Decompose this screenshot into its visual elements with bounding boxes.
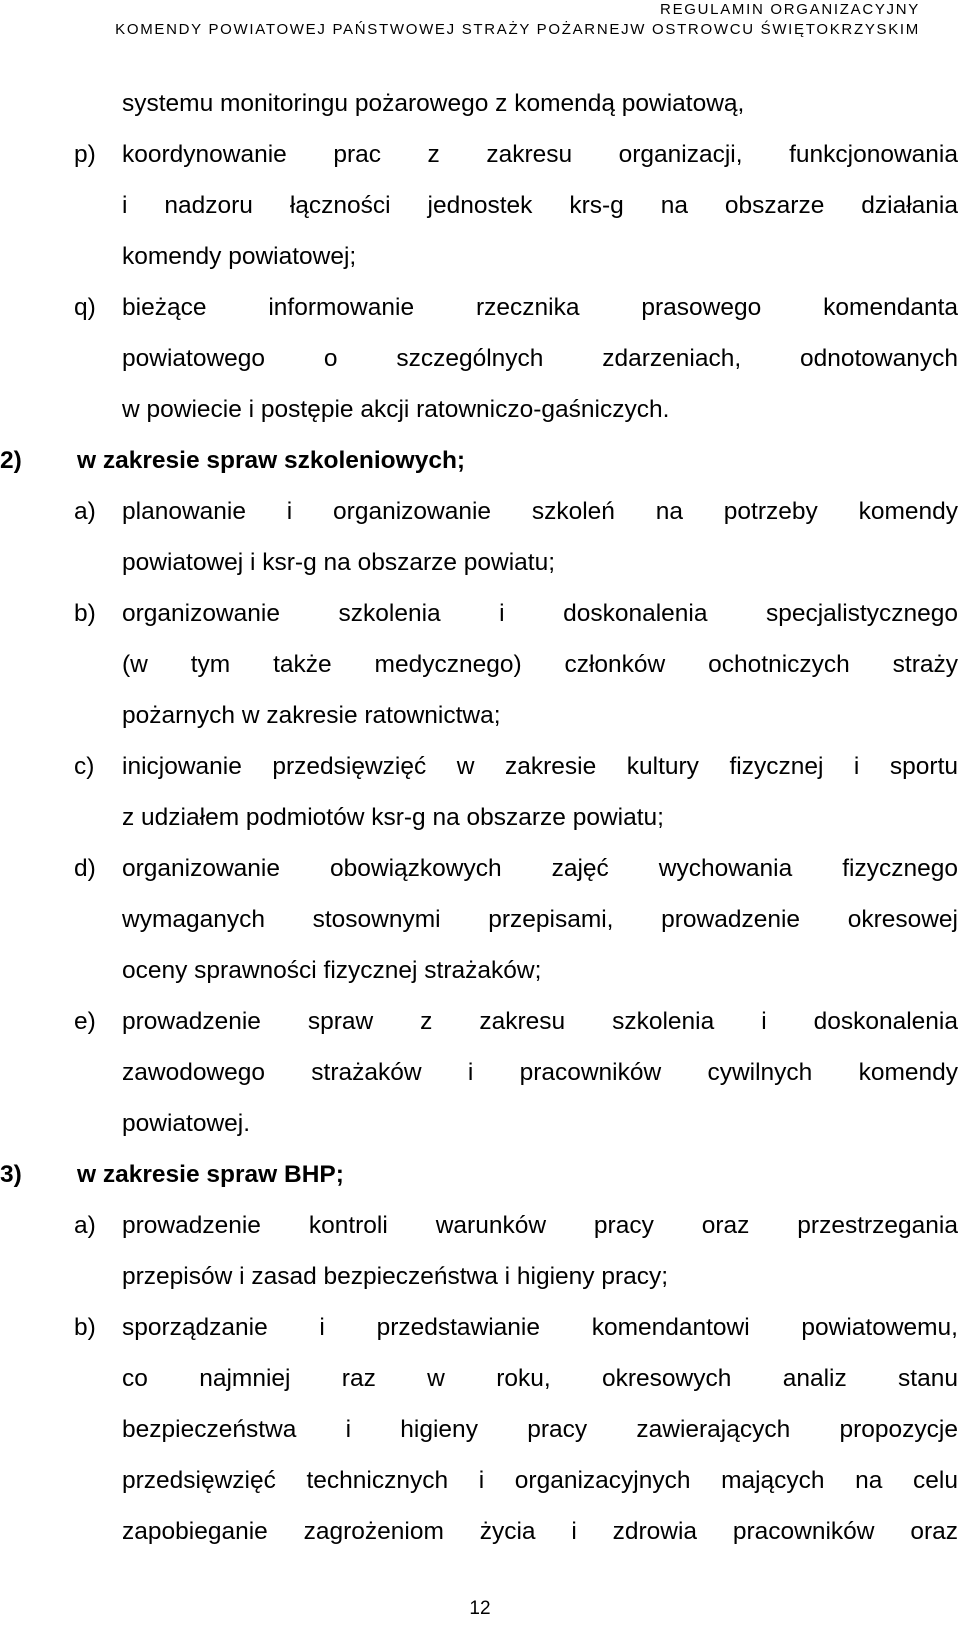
header-title: REGULAMIN ORGANIZACYJNY — [660, 1, 920, 18]
item-text: przepisów i zasad bezpieczeństwa i higieny pracy; — [122, 1263, 669, 1290]
section-heading-text: w zakresie spraw BHP; — [77, 1161, 344, 1188]
item-text: w powiecie i postępie akcji ratowniczo-gaśniczych. — [122, 396, 670, 423]
list-item-line — [0, 537, 960, 588]
item-text: prowadzenie kontroli warunków pracy oraz przestrzegania — [122, 1212, 958, 1239]
item-text: koordynowanie prac z zakresu organizacji, funkcjonowania — [122, 141, 958, 168]
item-text: inicjowanie przedsięwzięć w zakresie kultury fizycznej i sportu — [122, 753, 958, 780]
page-number — [0, 1598, 960, 1620]
list-item-line — [0, 690, 960, 741]
list-item-line — [0, 996, 960, 1047]
list-item-line — [0, 384, 960, 435]
list-item-line — [0, 1302, 960, 1353]
item-label: d) — [74, 855, 96, 882]
item-text: organizowanie obowiązkowych zajęć wychowania fizycznego — [122, 855, 958, 882]
list-item-line — [0, 180, 960, 231]
item-text: sporządzanie i przedstawianie komendantowi powiatowemu, — [122, 1314, 958, 1341]
list-item-line — [0, 1506, 960, 1557]
item-text: prowadzenie spraw z zakresu szkolenia i doskonalenia — [122, 1008, 958, 1035]
item-text: komendy powiatowej; — [122, 243, 357, 270]
list-item-line — [0, 1098, 960, 1149]
list-item-line — [0, 333, 960, 384]
list-item-line — [0, 1200, 960, 1251]
item-text: pożarnych w zakresie ratownictwa; — [122, 702, 501, 729]
item-label: c) — [74, 753, 95, 780]
list-item-line — [0, 792, 960, 843]
item-text: zapobieganie zagrożeniom życia i zdrowia pracowników oraz — [122, 1518, 958, 1545]
list-item-line — [0, 1251, 960, 1302]
item-label: e) — [74, 1008, 96, 1035]
list-item-line — [0, 741, 960, 792]
section-number: 3) — [0, 1161, 22, 1188]
list-item-line — [0, 843, 960, 894]
item-label: a) — [74, 498, 96, 525]
item-text: powiatowej i ksr-g na obszarze powiatu; — [122, 549, 556, 576]
list-item-line — [0, 486, 960, 537]
list-item-line — [0, 945, 960, 996]
item-label: b) — [74, 600, 96, 627]
list-item-line — [0, 282, 960, 333]
section-heading-text: w zakresie spraw szkoleniowych; — [77, 447, 466, 474]
item-text: systemu monitoringu pożarowego z komendą powiatową, — [122, 90, 745, 117]
item-text: organizowanie szkolenia i doskonalenia specjalistycznego — [122, 600, 958, 627]
item-text: przedsięwzięć technicznych i organizacyjnych mających na celu — [122, 1467, 958, 1494]
document-header — [115, 0, 920, 40]
list-item-line — [0, 894, 960, 945]
document-body — [0, 78, 960, 1557]
list-item-line — [0, 1404, 960, 1455]
item-label: p) — [74, 141, 96, 168]
list-item-line — [0, 1047, 960, 1098]
item-label: b) — [74, 1314, 96, 1341]
item-text: bezpieczeństwa i higieny pracy zawierających propozycje — [122, 1416, 958, 1443]
item-text: powiatowego o szczególnych zdarzeniach, odnotowanych — [122, 345, 958, 372]
list-item-line — [0, 1353, 960, 1404]
item-text: planowanie i organizowanie szkoleń na potrzeby komendy — [122, 498, 958, 525]
item-text: wymaganych stosownymi przepisami, prowadzenie okresowej — [122, 906, 958, 933]
item-text: z udziałem podmiotów ksr-g na obszarze powiatu; — [122, 804, 664, 831]
page-number-label: 12 — [469, 1598, 491, 1619]
header-subtitle: KOMENDY POWIATOWEJ PAŃSTWOWEJ STRAŻY POŻARNEJW OSTROWCU ŚWIĘTOKRZYSKIM — [115, 21, 920, 38]
section-number: 2) — [0, 447, 22, 474]
item-text: co najmniej raz w roku, okresowych analiz stanu — [122, 1365, 958, 1392]
item-text: (w tym także medycznego) członków ochotniczych straży — [122, 651, 958, 678]
list-item-line — [0, 1455, 960, 1506]
item-text: powiatowej. — [122, 1110, 251, 1137]
list-item-line — [0, 78, 960, 129]
item-text: oceny sprawności fizycznej strażaków; — [122, 957, 542, 984]
item-text: bieżące informowanie rzecznika prasowego komendanta — [122, 294, 958, 321]
section-heading-row — [0, 435, 960, 486]
item-text: zawodowego strażaków i pracowników cywilnych komendy — [122, 1059, 958, 1086]
list-item-line — [0, 588, 960, 639]
item-text: i nadzoru łączności jednostek krs-g na obszarze działania — [122, 192, 958, 219]
list-item-line — [0, 231, 960, 282]
list-item-line — [0, 639, 960, 690]
item-label: q) — [74, 294, 96, 321]
list-item-line — [0, 129, 960, 180]
section-heading-row — [0, 1149, 960, 1200]
item-label: a) — [74, 1212, 96, 1239]
